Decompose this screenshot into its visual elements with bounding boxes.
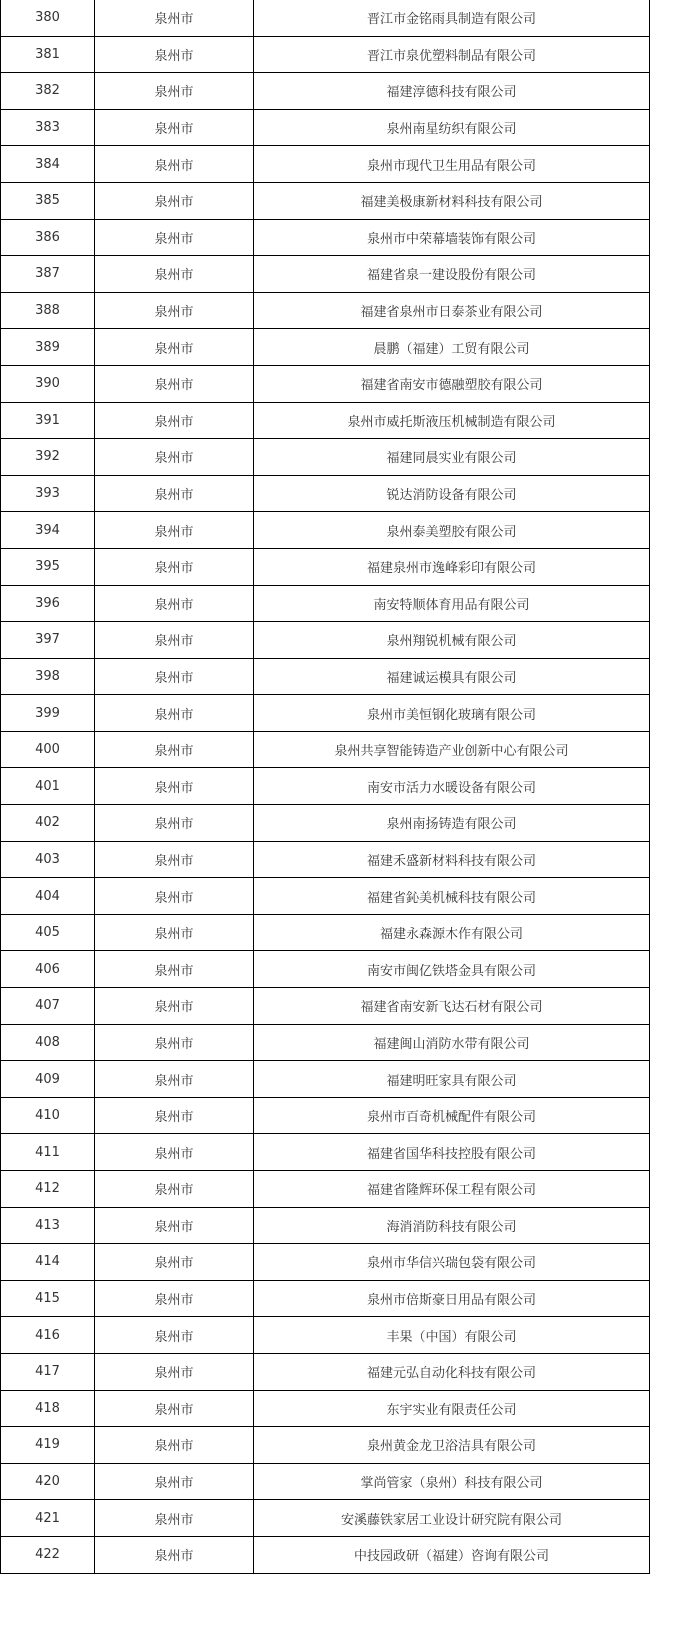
city-cell: 泉州市 — [95, 914, 254, 951]
company-name-cell: 泉州南扬铸造有限公司 — [254, 805, 650, 842]
city-cell: 泉州市 — [95, 1500, 254, 1537]
company-name-cell: 泉州市现代卫生用品有限公司 — [254, 146, 650, 183]
company-name-cell: 福建元弘自动化科技有限公司 — [254, 1353, 650, 1390]
company-name-cell: 福建明旺家具有限公司 — [254, 1061, 650, 1098]
row-number-cell: 418 — [1, 1390, 95, 1427]
table-row — [1, 402, 650, 439]
city-cell: 泉州市 — [95, 146, 254, 183]
table-row — [1, 1317, 650, 1354]
table-row — [1, 256, 650, 293]
table-row — [1, 914, 650, 951]
row-number-cell: 400 — [1, 731, 95, 768]
company-name-cell: 南安特顺体育用品有限公司 — [254, 585, 650, 622]
table-row — [1, 1244, 650, 1281]
table-row — [1, 439, 650, 476]
table-row — [1, 585, 650, 622]
row-number-cell: 389 — [1, 329, 95, 366]
table-row — [1, 1280, 650, 1317]
row-number-cell: 393 — [1, 475, 95, 512]
city-cell: 泉州市 — [95, 329, 254, 366]
row-number-cell: 390 — [1, 365, 95, 402]
row-number-cell: 401 — [1, 768, 95, 805]
table-row — [1, 1353, 650, 1390]
row-number-cell: 402 — [1, 805, 95, 842]
company-name-cell: 福建泉州市逸峰彩印有限公司 — [254, 548, 650, 585]
row-number-cell: 384 — [1, 146, 95, 183]
city-cell: 泉州市 — [95, 439, 254, 476]
row-number-cell: 409 — [1, 1061, 95, 1098]
company-name-cell: 福建同晨实业有限公司 — [254, 439, 650, 476]
company-name-cell: 泉州泰美塑胶有限公司 — [254, 512, 650, 549]
table-row — [1, 36, 650, 73]
row-number-cell: 383 — [1, 109, 95, 146]
table-row — [1, 1390, 650, 1427]
city-cell: 泉州市 — [95, 73, 254, 110]
row-number-cell: 392 — [1, 439, 95, 476]
city-cell: 泉州市 — [95, 585, 254, 622]
company-name-cell: 泉州翔锐机械有限公司 — [254, 622, 650, 659]
row-number-cell: 420 — [1, 1463, 95, 1500]
row-number-cell: 382 — [1, 73, 95, 110]
company-name-cell: 泉州黄金龙卫浴洁具有限公司 — [254, 1427, 650, 1464]
company-name-cell: 福建美极康新材料科技有限公司 — [254, 182, 650, 219]
city-cell: 泉州市 — [95, 512, 254, 549]
company-name-cell: 锐达消防设备有限公司 — [254, 475, 650, 512]
table-row — [1, 292, 650, 329]
table-row — [1, 512, 650, 549]
table-row — [1, 622, 650, 659]
table-row — [1, 146, 650, 183]
table-row — [1, 1134, 650, 1171]
row-number-cell: 386 — [1, 219, 95, 256]
city-cell: 泉州市 — [95, 695, 254, 732]
company-name-cell: 晨鹏（福建）工贸有限公司 — [254, 329, 650, 366]
row-number-cell: 385 — [1, 182, 95, 219]
table-row — [1, 475, 650, 512]
table-row — [1, 182, 650, 219]
company-name-cell: 安溪藤铁家居工业设计研究院有限公司 — [254, 1500, 650, 1537]
city-cell: 泉州市 — [95, 256, 254, 293]
city-cell: 泉州市 — [95, 219, 254, 256]
table-row — [1, 1463, 650, 1500]
table-row — [1, 1207, 650, 1244]
row-number-cell: 394 — [1, 512, 95, 549]
company-name-cell: 泉州市威托斯液压机械制造有限公司 — [254, 402, 650, 439]
city-cell: 泉州市 — [95, 292, 254, 329]
table-row — [1, 1500, 650, 1537]
company-name-cell: 南安市活力水暖设备有限公司 — [254, 768, 650, 805]
table-row — [1, 1097, 650, 1134]
city-cell: 泉州市 — [95, 548, 254, 585]
company-name-cell: 福建省南安新飞达石材有限公司 — [254, 988, 650, 1025]
company-name-cell: 福建诚运模具有限公司 — [254, 658, 650, 695]
row-number-cell: 399 — [1, 695, 95, 732]
table-row — [1, 1024, 650, 1061]
company-name-cell: 福建省南安市德融塑胶有限公司 — [254, 365, 650, 402]
row-number-cell: 405 — [1, 914, 95, 951]
row-number-cell: 381 — [1, 36, 95, 73]
city-cell: 泉州市 — [95, 36, 254, 73]
city-cell: 泉州市 — [95, 658, 254, 695]
city-cell: 泉州市 — [95, 1317, 254, 1354]
city-cell: 泉州市 — [95, 1427, 254, 1464]
company-name-cell: 福建淳德科技有限公司 — [254, 73, 650, 110]
table-row — [1, 951, 650, 988]
city-cell: 泉州市 — [95, 1134, 254, 1171]
row-number-cell: 407 — [1, 988, 95, 1025]
table-row — [1, 73, 650, 110]
row-number-cell: 412 — [1, 1171, 95, 1208]
row-number-cell: 395 — [1, 548, 95, 585]
table-body — [1, 0, 650, 1573]
city-cell: 泉州市 — [95, 1207, 254, 1244]
city-cell: 泉州市 — [95, 1171, 254, 1208]
row-number-cell: 406 — [1, 951, 95, 988]
company-name-cell: 福建省国华科技控股有限公司 — [254, 1134, 650, 1171]
company-name-cell: 福建省鈊美机械科技有限公司 — [254, 878, 650, 915]
city-cell: 泉州市 — [95, 805, 254, 842]
table-row — [1, 768, 650, 805]
company-name-cell: 东宇实业有限责任公司 — [254, 1390, 650, 1427]
city-cell: 泉州市 — [95, 768, 254, 805]
company-name-cell: 福建永森源木作有限公司 — [254, 914, 650, 951]
table-row — [1, 1536, 650, 1573]
city-cell: 泉州市 — [95, 622, 254, 659]
city-cell: 泉州市 — [95, 1024, 254, 1061]
row-number-cell: 387 — [1, 256, 95, 293]
row-number-cell: 416 — [1, 1317, 95, 1354]
city-cell: 泉州市 — [95, 1353, 254, 1390]
table-row — [1, 878, 650, 915]
row-number-cell: 415 — [1, 1280, 95, 1317]
city-cell: 泉州市 — [95, 1390, 254, 1427]
table-row — [1, 695, 650, 732]
city-cell: 泉州市 — [95, 951, 254, 988]
row-number-cell: 414 — [1, 1244, 95, 1281]
table-row — [1, 1427, 650, 1464]
company-name-cell: 泉州市华信兴瑞包袋有限公司 — [254, 1244, 650, 1281]
company-name-cell: 福建省隆辉环保工程有限公司 — [254, 1171, 650, 1208]
row-number-cell: 417 — [1, 1353, 95, 1390]
table-row — [1, 1171, 650, 1208]
company-name-cell: 福建省泉一建设股份有限公司 — [254, 256, 650, 293]
city-cell: 泉州市 — [95, 475, 254, 512]
company-name-cell: 海消消防科技有限公司 — [254, 1207, 650, 1244]
company-name-cell: 泉州市中荣幕墙装饰有限公司 — [254, 219, 650, 256]
row-number-cell: 380 — [1, 0, 95, 36]
table-row — [1, 109, 650, 146]
table-row — [1, 0, 650, 36]
table-row — [1, 365, 650, 402]
city-cell: 泉州市 — [95, 182, 254, 219]
company-name-cell: 丰果（中国）有限公司 — [254, 1317, 650, 1354]
company-name-cell: 掌尚管家（泉州）科技有限公司 — [254, 1463, 650, 1500]
city-cell: 泉州市 — [95, 1463, 254, 1500]
table-row — [1, 731, 650, 768]
row-number-cell: 421 — [1, 1500, 95, 1537]
table-row — [1, 548, 650, 585]
city-cell: 泉州市 — [95, 1061, 254, 1098]
row-number-cell: 411 — [1, 1134, 95, 1171]
company-name-cell: 泉州市美恒钢化玻璃有限公司 — [254, 695, 650, 732]
city-cell: 泉州市 — [95, 1097, 254, 1134]
row-number-cell: 391 — [1, 402, 95, 439]
city-cell: 泉州市 — [95, 365, 254, 402]
city-cell: 泉州市 — [95, 109, 254, 146]
company-name-cell: 晋江市金铭雨具制造有限公司 — [254, 0, 650, 36]
row-number-cell: 422 — [1, 1536, 95, 1573]
company-name-cell: 中技园政研（福建）咨询有限公司 — [254, 1536, 650, 1573]
row-number-cell: 413 — [1, 1207, 95, 1244]
row-number-cell: 419 — [1, 1427, 95, 1464]
city-cell: 泉州市 — [95, 878, 254, 915]
table-row — [1, 329, 650, 366]
row-number-cell: 403 — [1, 841, 95, 878]
table-row — [1, 988, 650, 1025]
table-row — [1, 1061, 650, 1098]
row-number-cell: 404 — [1, 878, 95, 915]
city-cell: 泉州市 — [95, 988, 254, 1025]
table-row — [1, 219, 650, 256]
company-name-cell: 泉州南星纺织有限公司 — [254, 109, 650, 146]
company-name-cell: 泉州市百奇机械配件有限公司 — [254, 1097, 650, 1134]
row-number-cell: 388 — [1, 292, 95, 329]
company-name-cell: 泉州共享智能铸造产业创新中心有限公司 — [254, 731, 650, 768]
city-cell: 泉州市 — [95, 1280, 254, 1317]
city-cell: 泉州市 — [95, 731, 254, 768]
table-row — [1, 805, 650, 842]
city-cell: 泉州市 — [95, 0, 254, 36]
table-row — [1, 658, 650, 695]
company-name-cell: 福建闽山消防水带有限公司 — [254, 1024, 650, 1061]
company-name-cell: 南安市闽亿铁塔金具有限公司 — [254, 951, 650, 988]
company-name-cell: 晋江市泉优塑料制品有限公司 — [254, 36, 650, 73]
city-cell: 泉州市 — [95, 402, 254, 439]
row-number-cell: 397 — [1, 622, 95, 659]
row-number-cell: 398 — [1, 658, 95, 695]
row-number-cell: 410 — [1, 1097, 95, 1134]
row-number-cell: 396 — [1, 585, 95, 622]
company-name-cell: 泉州市倍斯豪日用品有限公司 — [254, 1280, 650, 1317]
city-cell: 泉州市 — [95, 1536, 254, 1573]
city-cell: 泉州市 — [95, 841, 254, 878]
row-number-cell: 408 — [1, 1024, 95, 1061]
table-row — [1, 841, 650, 878]
company-name-cell: 福建省泉州市日泰茶业有限公司 — [254, 292, 650, 329]
company-name-cell: 福建禾盛新材料科技有限公司 — [254, 841, 650, 878]
city-cell: 泉州市 — [95, 1244, 254, 1281]
